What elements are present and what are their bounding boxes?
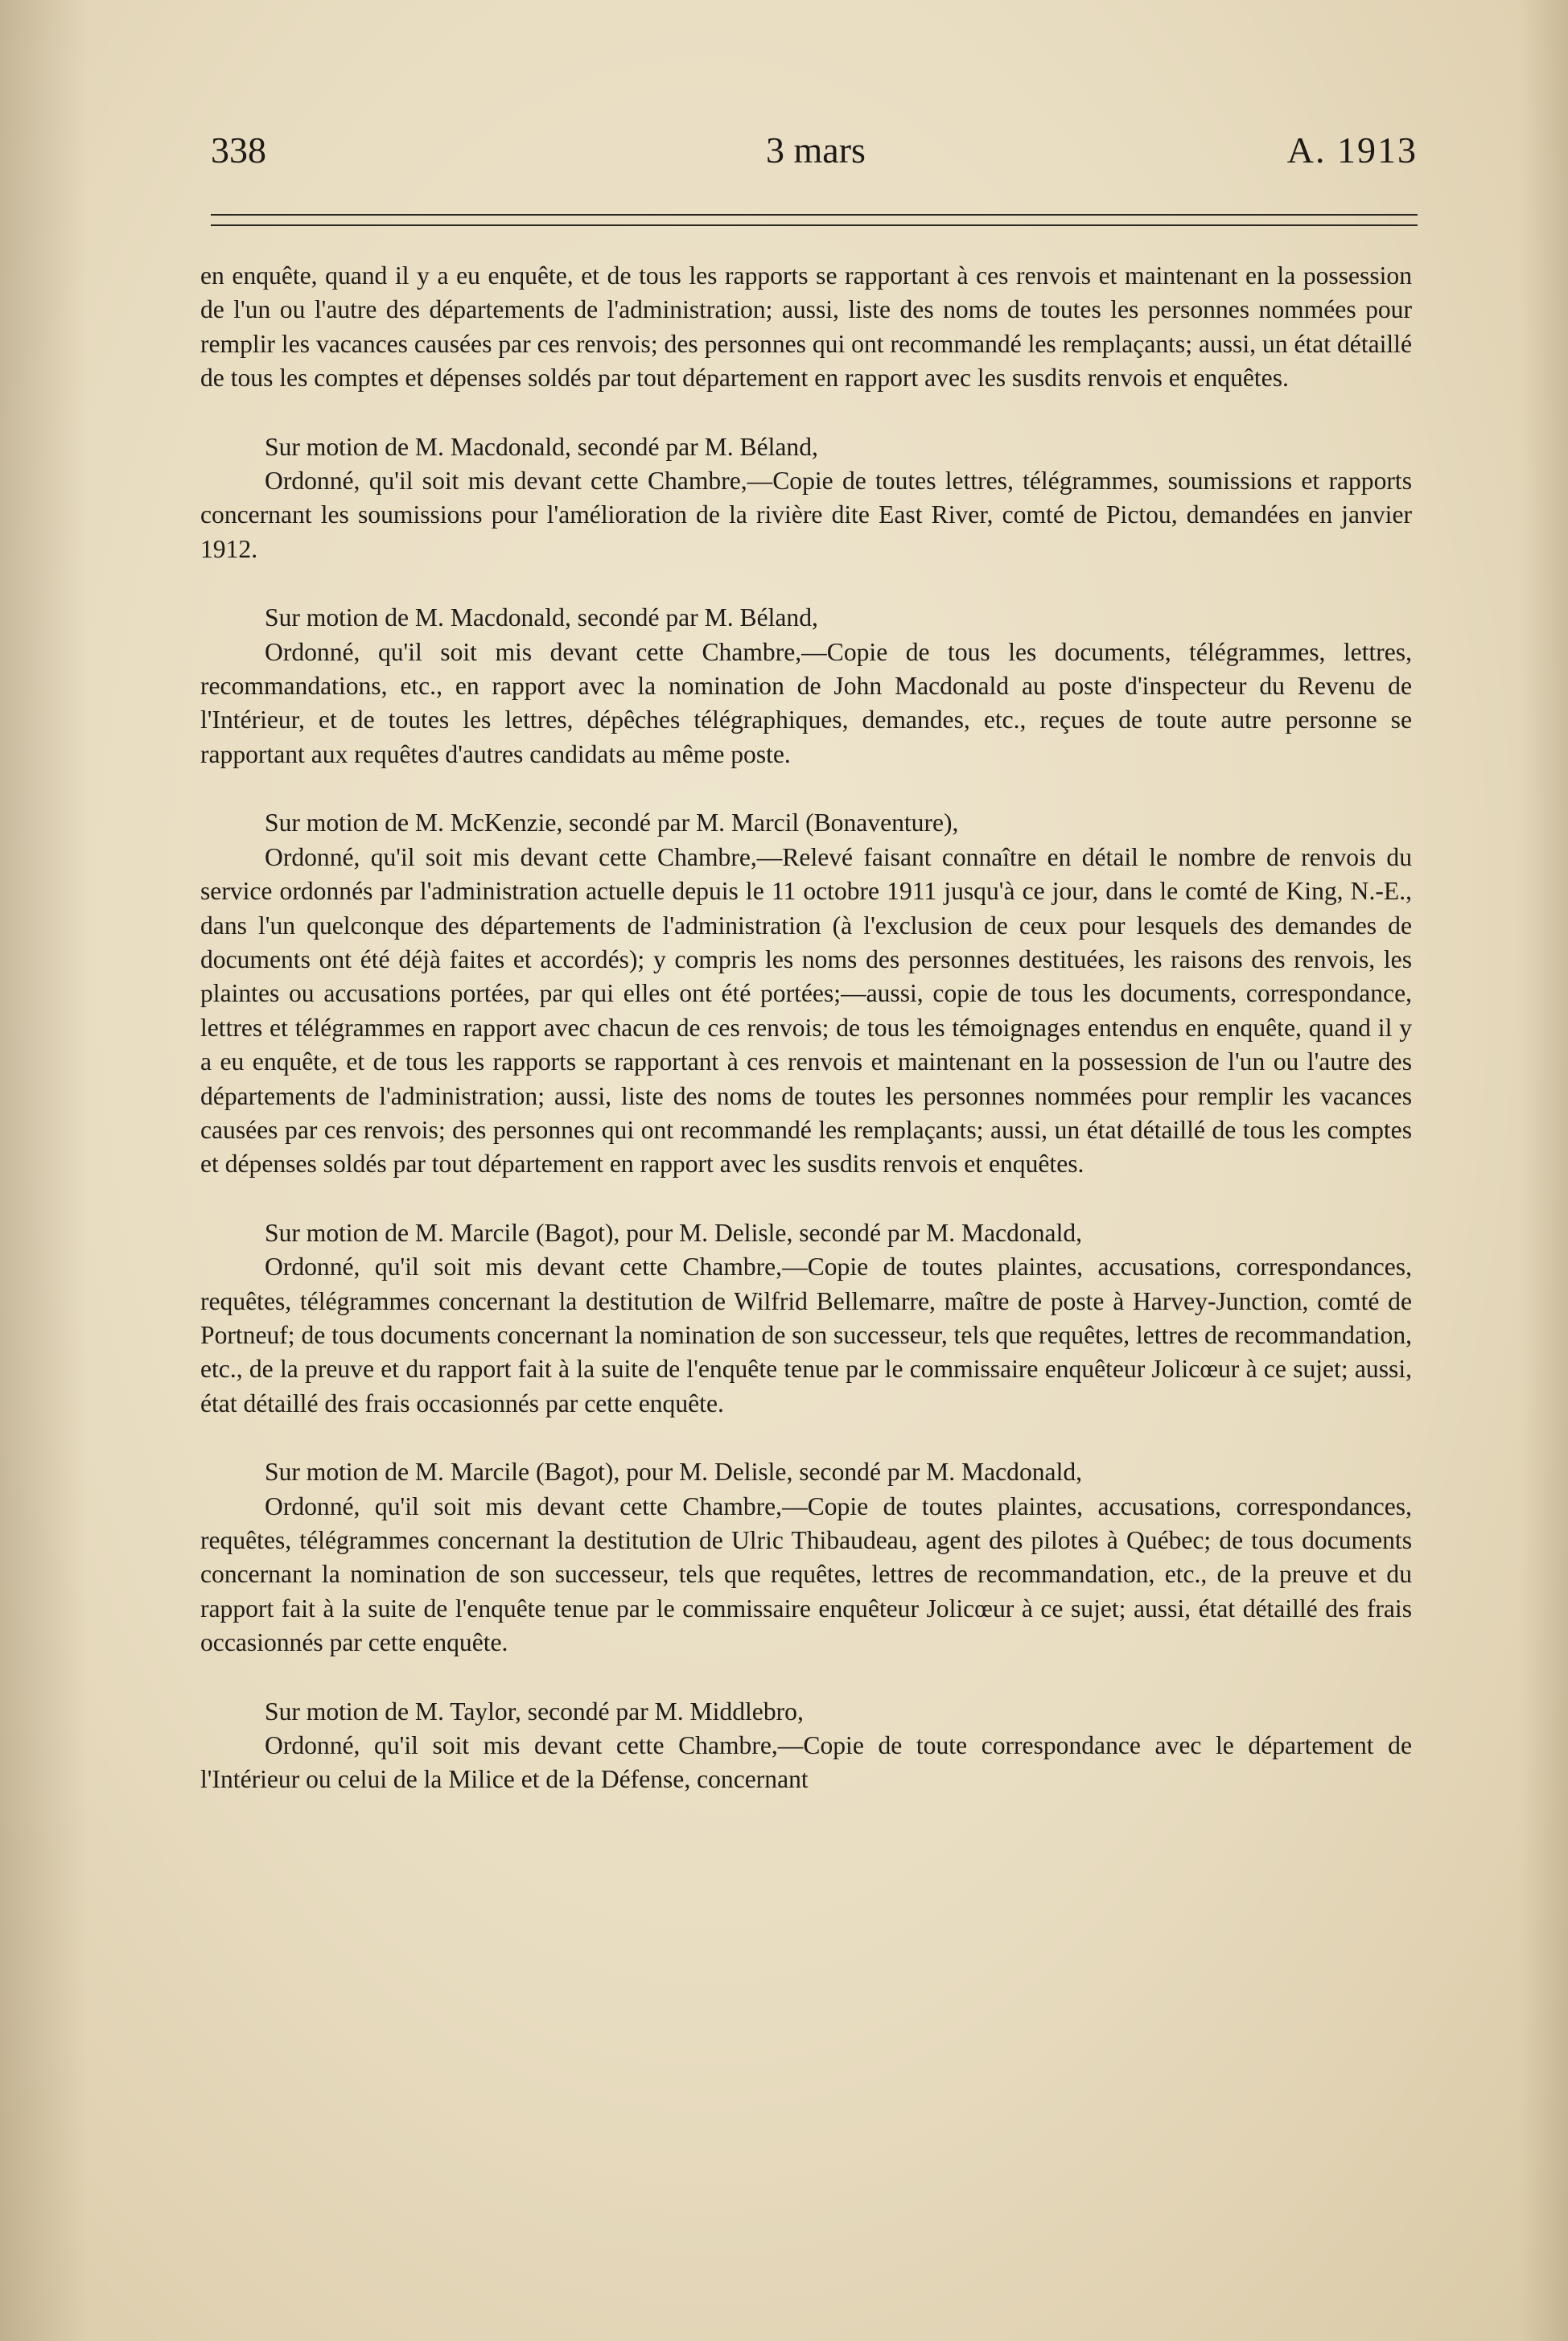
page-edge-shadow	[1520, 0, 1568, 2341]
header-date: 3 mars	[766, 130, 866, 171]
motion-order: Ordonné, qu'il soit mis devant cette Chambre,—Copie de tous les documents, télégrammes, lettres, recommandations, etc., en rapport avec la nomination de John Macdonald au poste d'inspecteur du Revenu de l'Intérieur, et de toutes les lettres, dépêches télégraphiques, demandes, etc., reçues de toute autre personne se rapportant aux requêtes d'autres candidats au même poste.	[200, 637, 1412, 768]
continuation-paragraph: en enquête, quand il y a eu enquête, et de tous les rapports se rapportant à ces renvois et maintenant en la possession de l'un ou l'autre des départements de l'administration; aussi, liste des noms de toutes les personnes nommées pour remplir les vacances causées par ces renvois; des personnes qui ont recommandé les remplaçants; aussi, un état détaillé de tous les comptes et dépenses soldés par tout département en rapport avec les susdits renvois et enquêtes.	[200, 261, 1412, 393]
motion-order: Ordonné, qu'il soit mis devant cette Chambre,—Copie de toutes lettres, télégrammes, soumissions et rapports concernant les soumissions pour l'amélioration de la rivière dite East River, comté de Pictou, demandées en janvier 1912.	[200, 467, 1412, 563]
motion-mover: Sur motion de M. Macdonald, secondé par M. Béland,	[265, 432, 818, 461]
motion-3	[200, 806, 1412, 1181]
motion-2	[200, 601, 1412, 771]
motion-mover: Sur motion de M. McKenzie, secondé par M. Marcil (Bonaventure),	[265, 808, 959, 837]
page-number: 338	[211, 130, 266, 171]
motion-order: Ordonné, qu'il soit mis devant cette Chambre,—Copie de toutes plaintes, accusations, correspondances, requêtes, télégrammes concernant la destitution de Ulric Thibaudeau, agent des pilotes à Québec; de tous documents concernant la nomination de son successeur, tels que requêtes, lettres de recommandation, etc., de la preuve et du rapport fait à la suite de l'enquête tenue par le commissaire enquêteur Jolicœur à ce sujet; aussi, état détaillé des frais occasionnés par cette enquête.	[200, 1491, 1412, 1657]
motion-order: Ordonné, qu'il soit mis devant cette Chambre,—Relevé faisant connaître en détail le nombre de renvois du service ordonnés par l'administration actuelle depuis le 11 octobre 1911 jusqu'à ce jour, dans le comté de King, N.-E., dans l'un quelconque des départements de l'administration (à l'exclusion de ceux pour lesquels des demandes de documents ont été déjà faites et accordés); y compris les noms des personnes destituées, les raisons des renvois, les plaintes ou accusations portées, par qui elles ont été portées;—aussi, copie de tous les documents, correspondance, lettres et télégrammes en rapport avec chacun de ces renvois; de tous les témoignages entendus en enquête, quand il y a eu enquête, et de tous les rapports se rapportant à ces renvois et maintenant en la possession de l'un ou l'autre des départements de l'administration; aussi, liste des noms de toutes les personnes nommées pour remplir les vacances causées par ces renvois; des personnes qui ont recommandé les remplaçants; aussi, un état détaillé de tous les comptes et dépenses soldés par tout département en rapport avec les susdits renvois et enquêtes.	[200, 842, 1412, 1179]
header-rule-bottom	[211, 224, 1418, 226]
motion-mover: Sur motion de M. Macdonald, secondé par M. Béland,	[265, 603, 818, 632]
header-year: A. 1913	[1286, 130, 1418, 171]
motion-order: Ordonné, qu'il soit mis devant cette Chambre,—Copie de toute correspondance avec le département de l'Intérieur ou celui de la Milice et de la Défense, concernant	[200, 1731, 1412, 1794]
motion-1	[200, 430, 1412, 567]
motion-5	[200, 1455, 1412, 1660]
motion-6	[200, 1695, 1412, 1797]
motion-order: Ordonné, qu'il soit mis devant cette Chambre,—Copie de toutes plaintes, accusations, correspondances, requêtes, télégrammes concernant la destitution de Wilfrid Bellemarre, maître de poste à Harvey-Junction, comté de Portneuf; de tous documents concernant la nomination de son successeur, tels que requêtes, lettres de recommandation, etc., de la preuve et du rapport fait à la suite de l'enquête tenue par le commissaire enquêteur Jolicœur à ce sujet; aussi, état détaillé des frais occasionnés par cette enquête.	[200, 1253, 1413, 1417]
motion-4	[200, 1216, 1412, 1421]
body-text	[200, 259, 1412, 1797]
motion-mover: Sur motion de M. Taylor, secondé par M. Middlebro,	[265, 1697, 804, 1726]
page-header	[211, 129, 1418, 185]
header-rule-top	[211, 214, 1418, 216]
motion-mover: Sur motion de M. Marcile (Bagot), pour M. Delisle, secondé par M. Macdonald,	[265, 1218, 1083, 1247]
binding-shadow	[0, 0, 88, 2341]
motion-mover: Sur motion de M. Marcile (Bagot), pour M. Delisle, secondé par M. Macdonald,	[265, 1458, 1083, 1487]
